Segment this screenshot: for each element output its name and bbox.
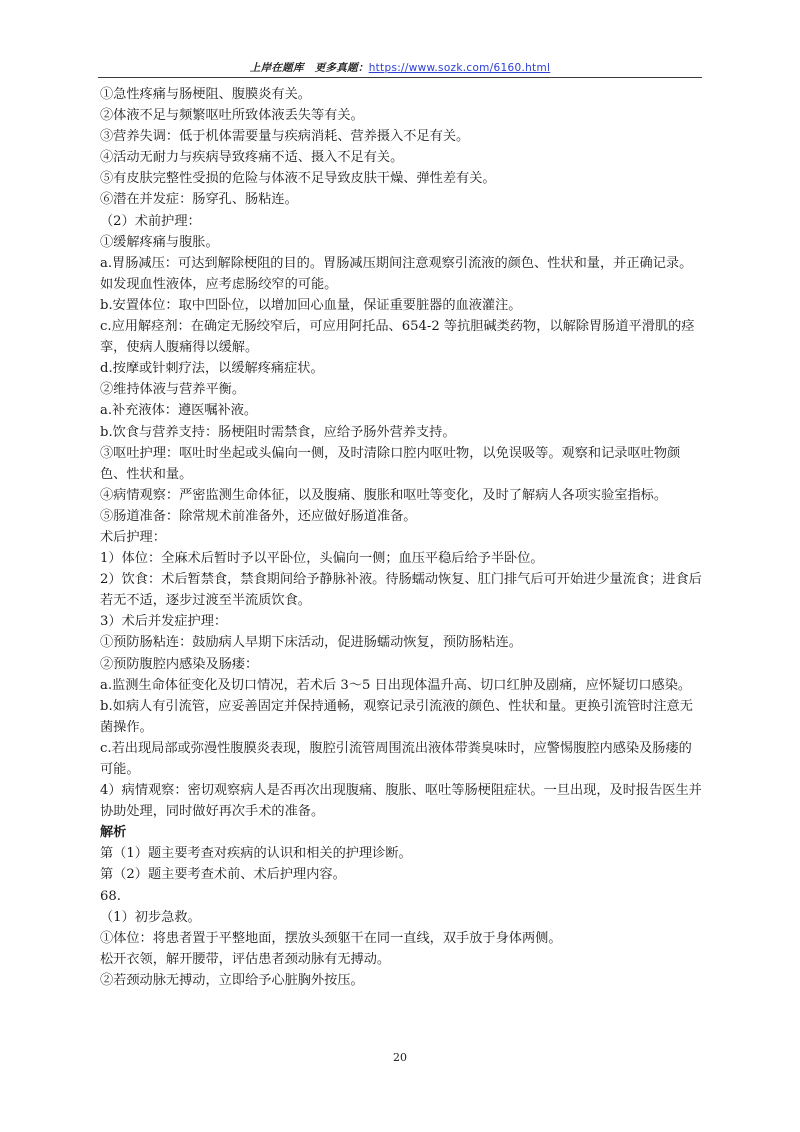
text-line: b.饮食与营养支持：肠梗阻时需禁食，应给予肠外营养支持。 [100,424,456,440]
text-line: ③营养失调：低于机体需要量与疾病消耗、营养摄入不足有关。 [100,129,470,145]
document-body [100,84,702,991]
analysis-heading: 解析 [100,825,127,841]
text-line: （2）术前护理： [100,213,201,229]
text-line: ②预防腹腔内感染及肠瘘： [100,656,259,672]
text-line: 2）饮食：术后暂禁食，禁食期间给予静脉补液。待肠蠕动恢复、肛门排气后可开始进少量流食；进食后若无不适，逐步过渡至半流质饮食。 [100,572,702,609]
text-line: ②体液不足与频繁呕吐所致体液丢失等有关。 [100,108,364,124]
text-line: 松开衣领，解开腰带，评估患者颈动脉有无搏动。 [100,951,391,967]
header-divider [98,77,702,78]
text-line: ⑤有皮肤完整性受损的危险与体液不足导致皮肤干燥、弹性差有关。 [100,171,496,187]
text-line: ④活动无耐力与疾病导致疼痛不适、摄入不足有关。 [100,150,404,166]
text-line: ③呕吐护理：呕吐时坐起或头偏向一侧，及时清除口腔内呕吐物，以免误吸等。观察和记录呕吐物颜色、性状和量。 [100,445,681,482]
text-line: 第（1）题主要考查对疾病的认识和相关的护理诊断。 [100,846,412,862]
header-brand-label: 上岸在题库 [249,62,304,74]
text-line: （1）初步急救。 [100,909,201,925]
text-line: ①缓解疼痛与腹胀。 [100,234,219,250]
text-line: ①预防肠粘连：鼓励病人早期下床活动，促进肠蠕动恢复，预防肠粘连。 [100,635,522,651]
text-line: c.若出现局部或弥漫性腹膜炎表现，腹腔引流管周围流出液体带粪臭味时，应警惕腹腔内感染及肠瘘的可能。 [100,740,692,777]
text-line: 第（2）题主要考查术前、术后护理内容。 [100,867,346,883]
text-line: ⑥潜在并发症：肠穿孔、肠粘连。 [100,192,298,208]
text-line: a.补充液体：遵医嘱补液。 [100,403,258,419]
text-line: b.安置体位：取中凹卧位，以增加回心血量，保证重要脏器的血液灌注。 [100,297,522,313]
text-line: 4）病情观察：密切观察病人是否再次出现腹痛、腹胀、呕吐等肠梗阻症状。一旦出现，及时报告医生并协助处理，同时做好再次手术的准备。 [100,783,702,820]
header-link[interactable]: https://www.sozk.com/6160.html [368,62,551,74]
text-line: ⑤肠道准备：除常规术前准备外，还应做好肠道准备。 [100,508,417,524]
text-line: d.按摩或针刺疗法，以缓解疼痛症状。 [100,361,324,377]
text-line: ①体位：将患者置于平整地面，摆放头颈躯干在同一直线，双手放于身体两侧。 [100,930,562,946]
text-line: ②若颈动脉无搏动，立即给予心脏胸外按压。 [100,972,364,988]
question-number: 68. [100,888,121,904]
text-line: ②维持体液与营养平衡。 [100,382,246,398]
text-line: ④病情观察：严密监测生命体征，以及腹痛、腹胀和呕吐等变化，及时了解病人各项实验室指标。 [100,487,668,503]
text-line: a.胃肠减压：可达到解除梗阻的目的。胃肠减压期间注意观察引流液的颜色、性状和量，并正确记录。如发现血性液体，应考虑肠绞窄的可能。 [100,255,693,292]
text-line: 3）术后并发症护理： [100,614,228,630]
text-line: 术后护理： [100,529,166,545]
text-line: b.如病人有引流管，应妥善固定并保持通畅，观察记录引流液的颜色、性状和量。更换引流管时注意无菌操作。 [100,698,693,735]
text-line: c.应用解痉剂：在确定无肠绞窄后，可应用阿托品、654-2 等抗胆碱类药物，以解除胃肠道平滑肌的痉挛，使病人腹痛得以缓解。 [100,319,695,356]
text-line: a.监测生命体征变化及切口情况，若术后 3～5 日出现体温升高、切口红肿及剧痛，应怀疑切口感染。 [100,677,692,693]
page-number: 20 [393,1051,407,1064]
header-more-label: 更多真题： [314,62,369,74]
text-line: 1）体位：全麻术后暂时予以平卧位，头偏向一侧；血压平稳后给予半卧位。 [100,551,544,567]
page-header [100,60,700,75]
text-line: ①急性疼痛与肠梗阻、腹膜炎有关。 [100,87,311,102]
